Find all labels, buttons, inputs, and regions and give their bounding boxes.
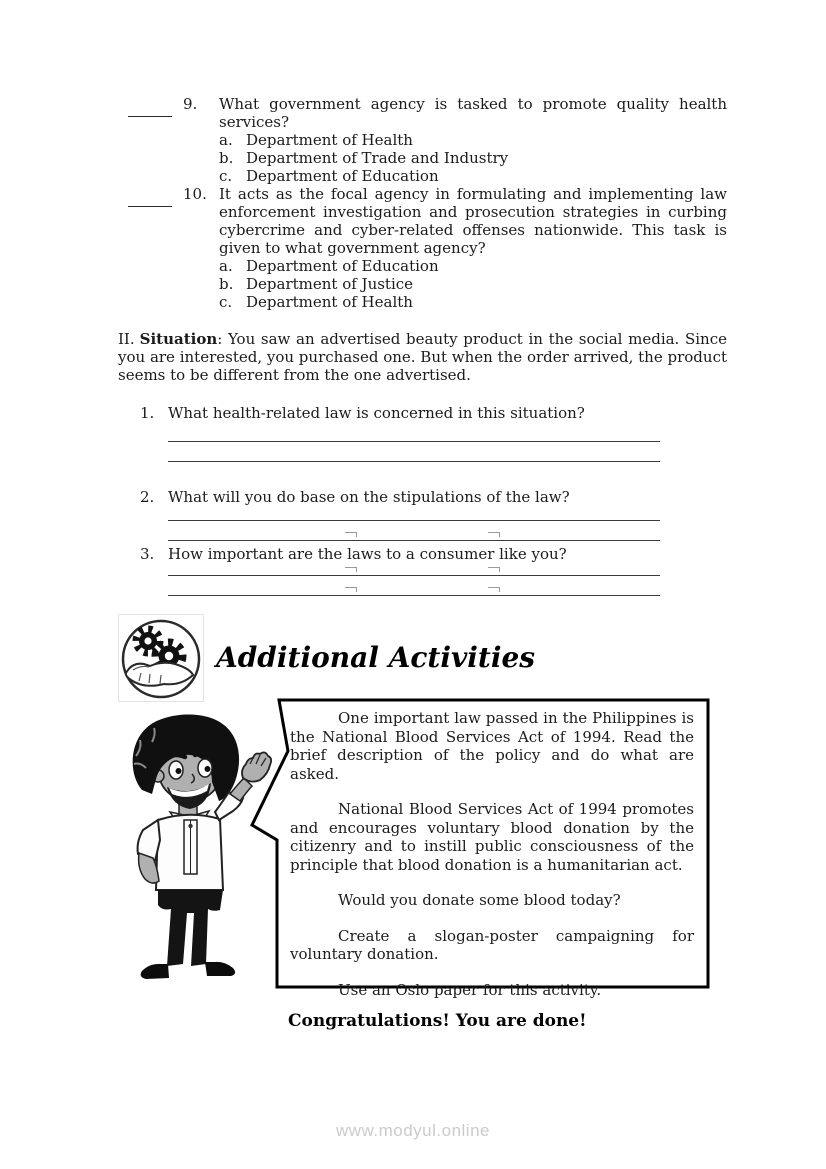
multiple-choice-section <box>128 95 727 311</box>
answer-line <box>168 576 660 596</box>
option-text: Department of Health <box>246 293 413 311</box>
answer-lines <box>168 506 660 541</box>
question-text: It acts as the focal agency in formulating and implementing law enforcement investigation and prosecution strategies in curbing cybercrime and cyber-related offenses nationwide. This task is given to what government agency? <box>219 185 727 257</box>
question-number: 9. <box>183 95 198 113</box>
situation-paragraph <box>118 330 727 384</box>
answer-blank <box>128 95 172 117</box>
option-letter: c. <box>219 293 233 311</box>
open-question-1 <box>140 404 664 422</box>
answer-lines <box>168 422 660 462</box>
choice-option <box>219 275 727 293</box>
quiz-item-10 <box>128 185 727 311</box>
congratulations-text: Congratulations! You are done! <box>288 1011 587 1031</box>
answer-line <box>168 422 660 442</box>
answer-blank <box>128 185 172 207</box>
question-number: 1. <box>140 404 155 422</box>
option-letter: c. <box>219 167 233 185</box>
bubble-paragraph: Use an Oslo paper for this activity. <box>338 980 602 999</box>
situation-label: Situation <box>139 330 218 348</box>
question-number: 10. <box>183 185 207 203</box>
choice-option <box>219 149 727 167</box>
choice-option <box>219 131 727 149</box>
question-number: 2. <box>140 488 155 506</box>
bubble-paragraph: Would you donate some blood today? <box>338 891 621 909</box>
option-letter: b. <box>219 149 234 167</box>
answer-line <box>168 521 660 541</box>
section-header <box>118 614 535 702</box>
option-letter: b. <box>219 275 234 293</box>
open-questions-section <box>140 404 664 596</box>
footer-url: www.modyul.online <box>335 1121 490 1140</box>
open-question-2 <box>140 488 664 506</box>
open-question-3 <box>140 545 664 563</box>
speech-bubble-text <box>290 709 694 999</box>
question-text: What health-related law is concerned in this situation? <box>168 404 585 422</box>
option-letter: a. <box>219 131 233 149</box>
answer-line <box>168 442 660 462</box>
question-text: What will you do base on the stipulations of the law? <box>168 488 570 506</box>
question-text: How important are the laws to a consumer like you? <box>168 545 567 563</box>
bubble-paragraph: National Blood Services Act of 1994 promotes and encourages voluntary blood donation by the citizenry and to instill public consciousness of the principle that blood donation is a humanitarian act. <box>290 800 694 874</box>
section-title: Additional Activities <box>216 641 536 674</box>
bubble-paragraph: One important law passed in the Philippines is the National Blood Services Act of 1994. Read the brief description of the policy and do what are asked. <box>290 709 694 783</box>
situation-numeral: II. <box>118 330 135 348</box>
question-body <box>219 95 727 185</box>
quiz-item-9 <box>128 95 727 185</box>
question-number: 3. <box>140 545 155 563</box>
gears-in-hand-icon <box>118 614 204 702</box>
situation-text: : You saw an advertised beauty product in the social media. Since you are interested, you purchased one. But when the order arrived, the product seems to be different from the one advertised. <box>118 330 727 384</box>
answer-line <box>168 506 660 521</box>
option-text: Department of Trade and Industry <box>246 149 509 167</box>
bubble-paragraph: Create a slogan-poster campaigning for voluntary donation. <box>290 926 694 963</box>
question-body <box>219 185 727 311</box>
question-text: What government agency is tasked to promote quality health services? <box>219 95 727 131</box>
option-text: Department of Health <box>246 131 413 149</box>
choice-option <box>219 293 727 311</box>
speech-bubble <box>246 694 712 999</box>
answer-line <box>168 563 660 576</box>
answer-lines <box>168 563 660 596</box>
option-text: Department of Education <box>246 167 439 185</box>
option-text: Department of Education <box>246 257 439 275</box>
option-letter: a. <box>219 257 233 275</box>
option-text: Department of Justice <box>246 275 414 293</box>
choice-option <box>219 257 727 275</box>
choice-option <box>219 167 727 185</box>
